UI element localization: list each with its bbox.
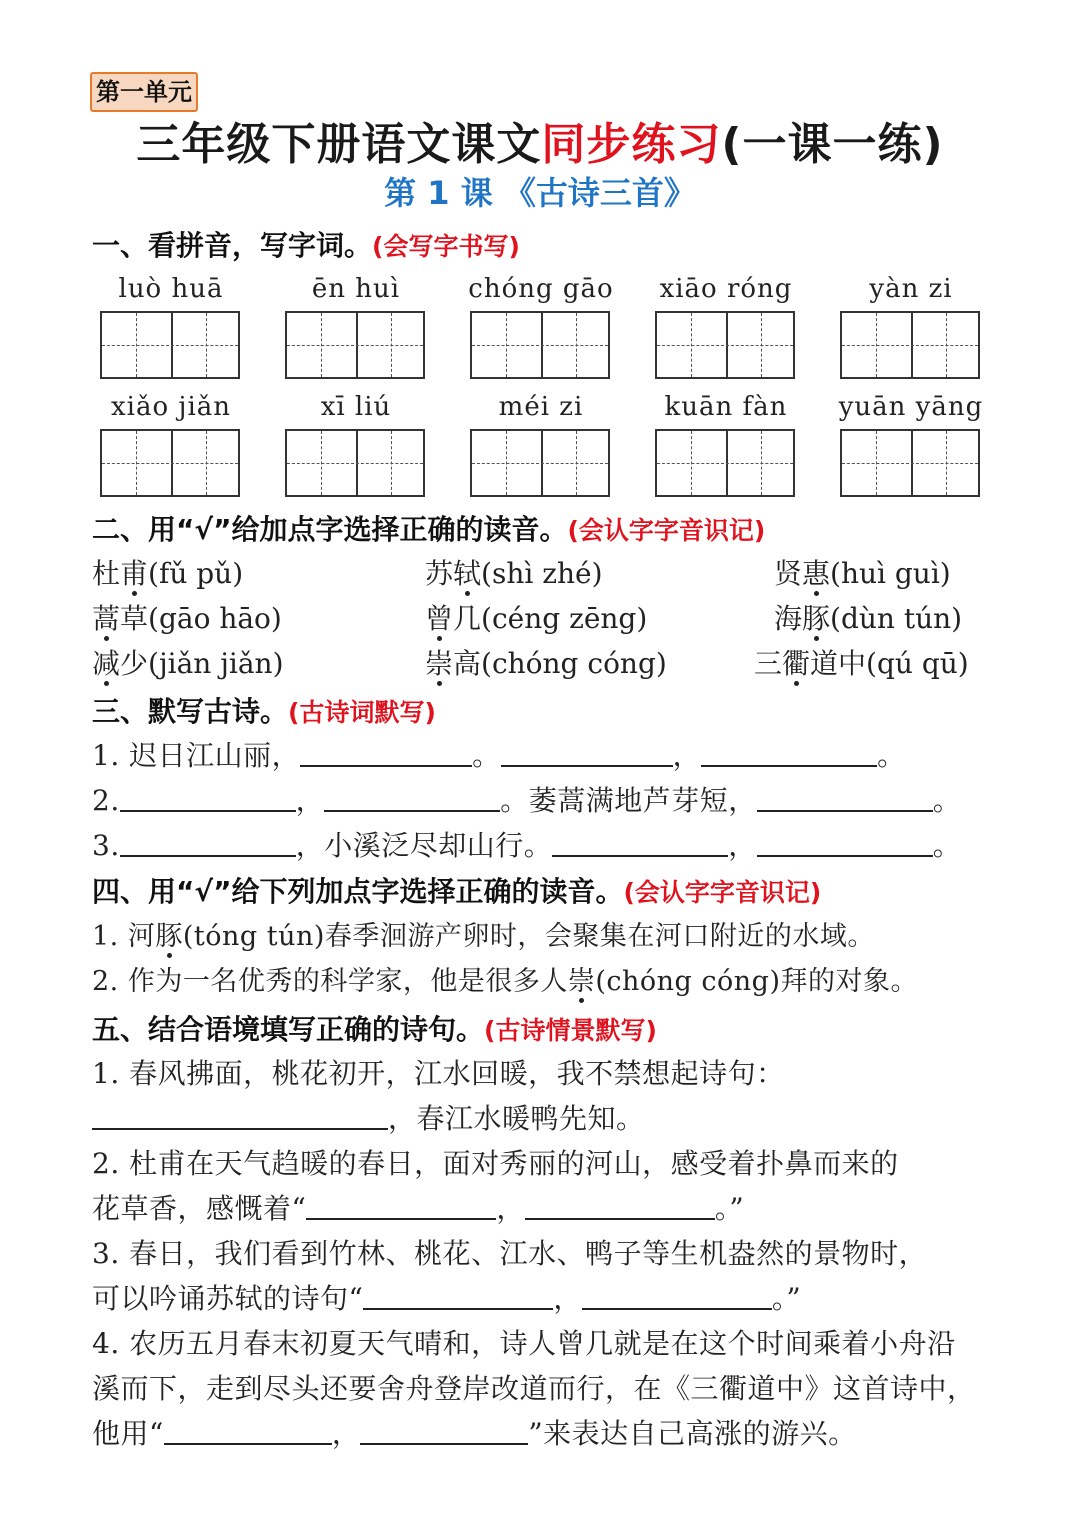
answer-blank[interactable] [120, 784, 296, 812]
dotted-char: 惠 [802, 557, 831, 590]
reading-item: 崇高(chóng cóng) [425, 647, 667, 680]
question-line: 2. 杜甫在天气趋暖的春日，面对秀丽的河山，感受着扑鼻而来的 [92, 1147, 899, 1180]
title-red: 同步练习 [541, 119, 722, 170]
pinyin-options[interactable]: (qú qū) [866, 647, 969, 680]
writing-grid[interactable] [100, 429, 240, 497]
pinyin-label: chóng gāo [468, 274, 614, 304]
section-4-heading [92, 870, 821, 910]
title-tail: (一课一练) [721, 119, 944, 170]
question-line: 他用“ ， ”来表达自己高涨的游兴。 [92, 1417, 857, 1450]
section-5-heading [92, 1008, 657, 1048]
question-line: 可以吟诵苏轼的诗句“ ， 。” [92, 1282, 802, 1315]
writing-grid[interactable] [840, 429, 980, 497]
question-line: 2. 作为一名优秀的科学家，他是很多人崇(chóng cóng)拜的对象。 [92, 966, 918, 997]
dotted-char: 崇 [425, 647, 454, 680]
pinyin-label: ēn huì [311, 274, 401, 304]
reading-item: 减少(jiǎn jiǎn) [92, 647, 284, 680]
answer-blank[interactable] [525, 1192, 715, 1220]
dotted-char: 轼 [453, 557, 482, 590]
answer-blank[interactable] [582, 1282, 772, 1310]
dotted-char: 豚 [155, 921, 183, 952]
reading-item: 苏轼(shì zhé) [425, 557, 603, 590]
unit-badge: 第一单元 [90, 72, 198, 112]
poem-line-3: 3. ，小溪泛尽却山行。 ， 。 [92, 829, 962, 862]
answer-blank[interactable] [757, 829, 933, 857]
answer-blank[interactable] [360, 1417, 528, 1445]
question-line: 花草香，感慨着“ ， 。” [92, 1192, 745, 1225]
answer-blank[interactable] [501, 739, 673, 767]
answer-blank[interactable] [701, 739, 877, 767]
section-3-text: 三、默写古诗。 [92, 695, 289, 728]
pinyin-label: kuān fàn [664, 392, 788, 422]
pinyin-options[interactable]: (céng zēng) [481, 602, 648, 635]
pinyin-label: xiǎo jiǎn [110, 392, 232, 422]
writing-grid[interactable] [840, 311, 980, 379]
pinyin-label: xiāo róng [659, 274, 793, 304]
section-4-text: 四、用“√”给下列加点字选择正确的读音。 [92, 875, 624, 908]
dotted-char: 减 [92, 647, 121, 680]
pinyin-options[interactable]: (gāo hāo) [148, 602, 282, 635]
answer-blank[interactable] [757, 784, 933, 812]
answer-blank[interactable] [92, 1102, 388, 1130]
poem-line-2: 2. ， 。萎蒿满地芦芽短， 。 [92, 784, 962, 817]
pinyin-label: yuān yāng [838, 392, 984, 422]
reading-item: 海豚(dùn tún) [774, 602, 963, 635]
writing-grid[interactable] [470, 429, 610, 497]
answer-blank[interactable] [552, 829, 728, 857]
pinyin-label: méi zi [498, 392, 584, 422]
dotted-char: 蒿 [92, 602, 121, 635]
answer-blank[interactable] [164, 1417, 332, 1445]
answer-blank[interactable] [120, 829, 296, 857]
section-3-tag: (古诗词默写) [288, 698, 436, 727]
answer-blank[interactable] [300, 739, 472, 767]
section-2-text: 二、用“√”给加点字选择正确的读音。 [92, 513, 568, 546]
section-2-tag: (会认字字音识记) [567, 516, 766, 545]
writing-grid[interactable] [285, 311, 425, 379]
pinyin-options[interactable]: (huì guì) [830, 557, 951, 590]
section-5-text: 五、结合语境填写正确的诗句。 [92, 1013, 485, 1046]
question-line: 溪而下，走到尽头还要舍舟登岸改道而行，在《三衢道中》这首诗中， [92, 1372, 976, 1405]
reading-item: 贤惠(huì guì) [774, 557, 951, 590]
question-line: 4. 农历五月春末初夏天气晴和，诗人曾几就是在这个时间乘着小舟沿 [92, 1327, 956, 1360]
pinyin-options[interactable]: (chóng cóng) [481, 647, 667, 680]
title-black: 三年级下册语文课文 [136, 119, 542, 170]
section-4-tag: (会认字字音识记) [623, 878, 822, 907]
reading-item: 杜甫(fǔ pǔ) [92, 557, 244, 590]
pinyin-options[interactable]: (dùn tún) [830, 602, 963, 635]
section-5-tag: (古诗情景默写) [484, 1016, 657, 1045]
pinyin-label: luò huā [118, 274, 224, 304]
writing-grid[interactable] [470, 311, 610, 379]
question-line: ，春江水暖鸭先知。 [92, 1097, 645, 1137]
writing-grid[interactable] [100, 311, 240, 379]
dotted-char: 曾 [425, 602, 454, 635]
section-3-heading [92, 690, 436, 730]
section-1-text: 一、看拼音，写字词。 [92, 229, 373, 262]
pinyin-label: xī liú [320, 392, 392, 422]
dotted-char: 甫 [120, 557, 149, 590]
reading-item: 曾几(céng zēng) [425, 602, 648, 635]
section-1-heading [92, 224, 520, 264]
reading-item: 三衢道中(qú qū) [754, 647, 969, 680]
section-1-tag: (会写字书写) [372, 232, 520, 261]
section-2-heading [92, 508, 765, 548]
answer-blank[interactable] [363, 1282, 553, 1310]
question-line: 1. 春风拂面，桃花初开，江水回暖，我不禁想起诗句： [92, 1057, 785, 1090]
answer-blank[interactable] [306, 1192, 496, 1220]
answer-blank[interactable] [324, 784, 500, 812]
page-title [0, 108, 1080, 172]
poem-line-1: 1. 迟日江山丽， 。 ， 。 [92, 739, 906, 772]
dotted-char: 衢 [782, 647, 811, 680]
pinyin-options[interactable]: (jiǎn jiǎn) [148, 647, 284, 680]
reading-item: 蒿草(gāo hāo) [92, 602, 282, 635]
writing-grid[interactable] [655, 311, 795, 379]
writing-grid[interactable] [655, 429, 795, 497]
dotted-char: 豚 [802, 602, 831, 635]
lesson-title: 第 1 课 《古诗三首》 [384, 174, 696, 212]
dotted-char: 崇 [567, 966, 596, 997]
question-line: 1. 河豚(tóng tún)春季洄游产卵时，会聚集在河口附近的水域。 [92, 921, 875, 952]
pinyin-options[interactable]: (shì zhé) [481, 557, 603, 590]
question-line: 3. 春日，我们看到竹林、桃花、江水、鸭子等生机盎然的景物时， [92, 1237, 928, 1270]
writing-grid[interactable] [285, 429, 425, 497]
pinyin-options[interactable]: (fǔ pǔ) [148, 557, 244, 590]
pinyin-label: yàn zi [869, 274, 953, 304]
